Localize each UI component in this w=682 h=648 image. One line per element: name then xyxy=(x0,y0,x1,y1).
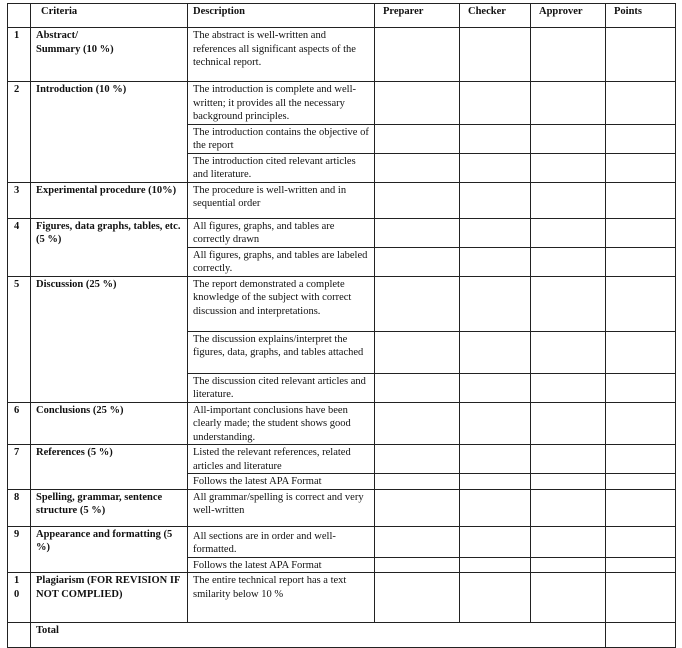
preparer-cell[interactable] xyxy=(375,489,460,526)
approver-cell[interactable] xyxy=(531,573,606,623)
approver-cell[interactable] xyxy=(531,526,606,557)
points-cell[interactable] xyxy=(606,474,676,490)
points-cell[interactable] xyxy=(606,526,676,557)
checker-cell[interactable] xyxy=(460,373,531,402)
points-cell[interactable] xyxy=(606,124,676,153)
preparer-cell[interactable] xyxy=(375,445,460,474)
description-cell: The discussion explains/interpret the figures, data, graphs, and tables attached xyxy=(188,331,375,373)
criteria-cell: Plagiarism (FOR REVISION IF NOT COMPLIED) xyxy=(31,573,188,623)
rubric-table xyxy=(7,3,676,648)
approver-cell[interactable] xyxy=(531,28,606,82)
points-cell[interactable] xyxy=(606,373,676,402)
points-cell[interactable] xyxy=(606,489,676,526)
table-row xyxy=(8,182,676,218)
header-description: Description xyxy=(188,4,375,28)
points-cell[interactable] xyxy=(606,331,676,373)
preparer-cell[interactable] xyxy=(375,153,460,182)
points-cell[interactable] xyxy=(606,402,676,445)
preparer-cell[interactable] xyxy=(375,402,460,445)
approver-cell[interactable] xyxy=(531,276,606,331)
row-number: 3 xyxy=(8,182,31,218)
header-num xyxy=(8,4,31,28)
description-cell: Follows the latest APA Format xyxy=(188,557,375,573)
total-points-cell[interactable] xyxy=(606,623,676,648)
description-cell: All grammar/spelling is correct and very well-written xyxy=(188,489,375,526)
table-row xyxy=(8,218,676,247)
preparer-cell[interactable] xyxy=(375,373,460,402)
row-number: 7 xyxy=(8,445,31,490)
row-number: 5 xyxy=(8,276,31,402)
row-number: 1 0 xyxy=(8,573,31,623)
points-cell[interactable] xyxy=(606,218,676,247)
criteria-cell: Appearance and formatting (5 %) xyxy=(31,526,188,573)
table-row xyxy=(8,489,676,526)
preparer-cell[interactable] xyxy=(375,331,460,373)
points-cell[interactable] xyxy=(606,557,676,573)
checker-cell[interactable] xyxy=(460,445,531,474)
header-row xyxy=(8,4,676,28)
criteria-cell: Spelling, grammar, sentence structure (5 %) xyxy=(31,489,188,526)
approver-cell[interactable] xyxy=(531,402,606,445)
approver-cell[interactable] xyxy=(531,247,606,276)
checker-cell[interactable] xyxy=(460,489,531,526)
points-cell[interactable] xyxy=(606,82,676,125)
header-points: Points xyxy=(606,4,676,28)
approver-cell[interactable] xyxy=(531,124,606,153)
approver-cell[interactable] xyxy=(531,331,606,373)
preparer-cell[interactable] xyxy=(375,573,460,623)
checker-cell[interactable] xyxy=(460,331,531,373)
approver-cell[interactable] xyxy=(531,489,606,526)
checker-cell[interactable] xyxy=(460,557,531,573)
points-cell[interactable] xyxy=(606,445,676,474)
checker-cell[interactable] xyxy=(460,28,531,82)
preparer-cell[interactable] xyxy=(375,182,460,218)
checker-cell[interactable] xyxy=(460,153,531,182)
description-cell: The introduction is complete and well-written; it provides all the necessary background principles. xyxy=(188,82,375,125)
header-checker: Checker xyxy=(460,4,531,28)
approver-cell[interactable] xyxy=(531,218,606,247)
description-cell: Follows the latest APA Format xyxy=(188,474,375,490)
checker-cell[interactable] xyxy=(460,182,531,218)
description-cell: The procedure is well-written and in sequential order xyxy=(188,182,375,218)
description-cell: The entire technical report has a text smilarity below 10 % xyxy=(188,573,375,623)
checker-cell[interactable] xyxy=(460,276,531,331)
approver-cell[interactable] xyxy=(531,373,606,402)
description-cell: The discussion cited relevant articles and literature. xyxy=(188,373,375,402)
total-row xyxy=(8,623,676,648)
preparer-cell[interactable] xyxy=(375,218,460,247)
criteria-cell: References (5 %) xyxy=(31,445,188,490)
description-cell: All figures, graphs, and tables are correctly drawn xyxy=(188,218,375,247)
total-num-cell xyxy=(8,623,31,648)
preparer-cell[interactable] xyxy=(375,82,460,125)
total-label: Total xyxy=(31,623,606,648)
description-cell: All figures, graphs, and tables are labeled correctly. xyxy=(188,247,375,276)
description-cell: All sections are in order and well-formatted. xyxy=(188,526,375,557)
header-criteria: Criteria xyxy=(31,4,188,28)
approver-cell[interactable] xyxy=(531,557,606,573)
preparer-cell[interactable] xyxy=(375,474,460,490)
checker-cell[interactable] xyxy=(460,526,531,557)
preparer-cell[interactable] xyxy=(375,526,460,557)
description-cell: The report demonstrated a complete knowledge of the subject with correct discussion and interpretations. xyxy=(188,276,375,331)
table-row xyxy=(8,445,676,474)
header-preparer: Preparer xyxy=(375,4,460,28)
checker-cell[interactable] xyxy=(460,218,531,247)
approver-cell[interactable] xyxy=(531,82,606,125)
points-cell[interactable] xyxy=(606,247,676,276)
checker-cell[interactable] xyxy=(460,82,531,125)
header-approver: Approver xyxy=(531,4,606,28)
criteria-cell: Introduction (10 %) xyxy=(31,82,188,183)
approver-cell[interactable] xyxy=(531,153,606,182)
table-row xyxy=(8,28,676,82)
criteria-cell: Figures, data graphs, tables, etc. (5 %) xyxy=(31,218,188,276)
checker-cell[interactable] xyxy=(460,573,531,623)
table-row xyxy=(8,526,676,557)
table-row xyxy=(8,573,676,623)
description-cell: The introduction contains the objective of the report xyxy=(188,124,375,153)
description-cell: The introduction cited relevant articles and literature. xyxy=(188,153,375,182)
criteria-cell: Conclusions (25 %) xyxy=(31,402,188,445)
row-number: 1 xyxy=(8,28,31,82)
points-cell[interactable] xyxy=(606,182,676,218)
preparer-cell[interactable] xyxy=(375,557,460,573)
table-row xyxy=(8,82,676,125)
preparer-cell[interactable] xyxy=(375,28,460,82)
description-cell: All-important conclusions have been clearly made; the student shows good understanding. xyxy=(188,402,375,445)
approver-cell[interactable] xyxy=(531,474,606,490)
approver-cell[interactable] xyxy=(531,182,606,218)
row-number: 9 xyxy=(8,526,31,573)
preparer-cell[interactable] xyxy=(375,276,460,331)
points-cell[interactable] xyxy=(606,28,676,82)
checker-cell[interactable] xyxy=(460,402,531,445)
points-cell[interactable] xyxy=(606,276,676,331)
checker-cell[interactable] xyxy=(460,474,531,490)
criteria-cell: Experimental procedure (10%) xyxy=(31,182,188,218)
criteria-cell: Discussion (25 %) xyxy=(31,276,188,402)
row-number: 2 xyxy=(8,82,31,183)
table-row xyxy=(8,276,676,331)
description-cell: Listed the relevant references, related articles and literature xyxy=(188,445,375,474)
checker-cell[interactable] xyxy=(460,247,531,276)
approver-cell[interactable] xyxy=(531,445,606,474)
criteria-cell: Abstract/ Summary (10 %) xyxy=(31,28,188,82)
preparer-cell[interactable] xyxy=(375,124,460,153)
table-row xyxy=(8,402,676,445)
row-number: 6 xyxy=(8,402,31,445)
row-number: 8 xyxy=(8,489,31,526)
points-cell[interactable] xyxy=(606,573,676,623)
points-cell[interactable] xyxy=(606,153,676,182)
description-cell: The abstract is well-written and references all significant aspects of the technical report. xyxy=(188,28,375,82)
row-number: 4 xyxy=(8,218,31,276)
preparer-cell[interactable] xyxy=(375,247,460,276)
checker-cell[interactable] xyxy=(460,124,531,153)
